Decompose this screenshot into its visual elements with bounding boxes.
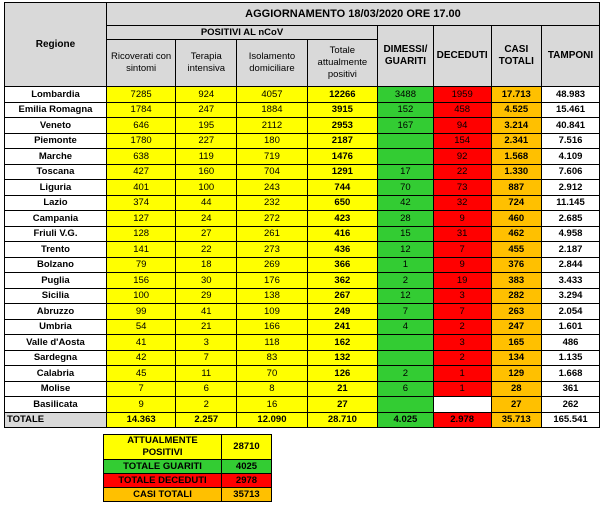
- cell-deceduti: 31: [433, 226, 491, 242]
- cell-terapia: 24: [176, 211, 237, 227]
- cell-deceduti: 1: [433, 381, 491, 397]
- cell-casi: 165: [491, 335, 541, 351]
- cell-isolamento: 70: [237, 366, 307, 382]
- cell-totale: 3915: [307, 102, 377, 118]
- cell-terapia: 3: [176, 335, 237, 351]
- cell-tamponi: 48.983: [542, 87, 600, 103]
- region-name: Abruzzo: [5, 304, 107, 320]
- header-totale-positivi: Totale attualmente positivi: [307, 40, 377, 87]
- region-name: Friuli V.G.: [5, 226, 107, 242]
- cell-isolamento: 704: [237, 164, 307, 180]
- cell-isolamento: 4057: [237, 87, 307, 103]
- cell-terapia: 119: [176, 149, 237, 165]
- cell-dimessi: [378, 133, 434, 149]
- cell-deceduti: 154: [433, 133, 491, 149]
- covid-data-table: [4, 2, 600, 428]
- cell-terapia: 247: [176, 102, 237, 118]
- region-name: Molise: [5, 381, 107, 397]
- cell-dimessi: 15: [378, 226, 434, 242]
- table-row: [5, 211, 600, 227]
- cell-totale: 416: [307, 226, 377, 242]
- cell-terapia: 44: [176, 195, 237, 211]
- table-row: [5, 164, 600, 180]
- cell-totale: 2953: [307, 118, 377, 134]
- cell-casi: 129: [491, 366, 541, 382]
- cell-ricoverati: 42: [106, 350, 175, 366]
- cell-isolamento: 8: [237, 381, 307, 397]
- summary-label: CASI TOTALI: [104, 488, 222, 502]
- cell-totale: 162: [307, 335, 377, 351]
- cell-casi: 462: [491, 226, 541, 242]
- cell-terapia: 924: [176, 87, 237, 103]
- table-row: [5, 149, 600, 165]
- cell-isolamento: 272: [237, 211, 307, 227]
- total-dimessi: 4.025: [378, 412, 434, 428]
- cell-totale: 423: [307, 211, 377, 227]
- cell-casi: 2.341: [491, 133, 541, 149]
- cell-tamponi: 15.461: [542, 102, 600, 118]
- cell-tamponi: 40.841: [542, 118, 600, 134]
- cell-isolamento: 243: [237, 180, 307, 196]
- cell-ricoverati: 646: [106, 118, 175, 134]
- cell-ricoverati: 128: [106, 226, 175, 242]
- cell-dimessi: 3488: [378, 87, 434, 103]
- cell-totale: 366: [307, 257, 377, 273]
- cell-tamponi: 2.844: [542, 257, 600, 273]
- cell-deceduti: 2: [433, 350, 491, 366]
- table-row: [5, 288, 600, 304]
- cell-ricoverati: 156: [106, 273, 175, 289]
- cell-dimessi: 152: [378, 102, 434, 118]
- region-name: Veneto: [5, 118, 107, 134]
- region-name: Umbria: [5, 319, 107, 335]
- summary-row: [104, 488, 272, 502]
- cell-dimessi: [378, 335, 434, 351]
- cell-totale: 744: [307, 180, 377, 196]
- total-label: TOTALE: [5, 412, 107, 428]
- cell-casi: 4.525: [491, 102, 541, 118]
- region-name: Campania: [5, 211, 107, 227]
- cell-deceduti: 9: [433, 211, 491, 227]
- cell-deceduti: [433, 397, 491, 413]
- cell-tamponi: 7.606: [542, 164, 600, 180]
- cell-isolamento: 2112: [237, 118, 307, 134]
- region-name: Basilicata: [5, 397, 107, 413]
- cell-totale: 1476: [307, 149, 377, 165]
- cell-deceduti: 2: [433, 319, 491, 335]
- cell-dimessi: 28: [378, 211, 434, 227]
- cell-casi: 28: [491, 381, 541, 397]
- region-name: Puglia: [5, 273, 107, 289]
- cell-deceduti: 458: [433, 102, 491, 118]
- cell-casi: 263: [491, 304, 541, 320]
- cell-totale: 241: [307, 319, 377, 335]
- table-row: [5, 381, 600, 397]
- cell-tamponi: 3.433: [542, 273, 600, 289]
- table-row: [5, 118, 600, 134]
- cell-dimessi: 4: [378, 319, 434, 335]
- region-name: Liguria: [5, 180, 107, 196]
- cell-totale: 249: [307, 304, 377, 320]
- summary-label: TOTALE GUARITI: [104, 460, 222, 474]
- cell-isolamento: 719: [237, 149, 307, 165]
- table-row: [5, 397, 600, 413]
- cell-ricoverati: 1784: [106, 102, 175, 118]
- cell-dimessi: 7: [378, 304, 434, 320]
- cell-casi: 376: [491, 257, 541, 273]
- header-casi-totali: CASI TOTALI: [491, 26, 541, 87]
- cell-casi: 724: [491, 195, 541, 211]
- header-dimessi: DIMESSI/ GUARITI: [378, 26, 434, 87]
- region-name: Bolzano: [5, 257, 107, 273]
- cell-terapia: 30: [176, 273, 237, 289]
- cell-isolamento: 1884: [237, 102, 307, 118]
- page-title: AGGIORNAMENTO 18/03/2020 ORE 17.00: [106, 3, 599, 26]
- cell-tamponi: 3.294: [542, 288, 600, 304]
- cell-tamponi: 2.054: [542, 304, 600, 320]
- cell-isolamento: 273: [237, 242, 307, 258]
- region-name: Calabria: [5, 366, 107, 382]
- cell-deceduti: 32: [433, 195, 491, 211]
- region-name: Piemonte: [5, 133, 107, 149]
- cell-tamponi: 262: [542, 397, 600, 413]
- region-name: Valle d'Aosta: [5, 335, 107, 351]
- table-row: [5, 180, 600, 196]
- cell-casi: 455: [491, 242, 541, 258]
- cell-isolamento: 261: [237, 226, 307, 242]
- total-totale: 28.710: [307, 412, 377, 428]
- cell-dimessi: [378, 149, 434, 165]
- cell-ricoverati: 54: [106, 319, 175, 335]
- cell-casi: 3.214: [491, 118, 541, 134]
- header-ricoverati: Ricoverati con sintomi: [106, 40, 175, 87]
- cell-terapia: 11: [176, 366, 237, 382]
- cell-tamponi: 2.912: [542, 180, 600, 196]
- cell-totale: 12266: [307, 87, 377, 103]
- region-name: Toscana: [5, 164, 107, 180]
- cell-casi: 27: [491, 397, 541, 413]
- cell-tamponi: 361: [542, 381, 600, 397]
- cell-terapia: 22: [176, 242, 237, 258]
- cell-isolamento: 166: [237, 319, 307, 335]
- cell-isolamento: 176: [237, 273, 307, 289]
- total-isolamento: 12.090: [237, 412, 307, 428]
- cell-dimessi: [378, 397, 434, 413]
- cell-casi: 1.330: [491, 164, 541, 180]
- table-row: [5, 273, 600, 289]
- region-name: Sicilia: [5, 288, 107, 304]
- cell-totale: 126: [307, 366, 377, 382]
- cell-terapia: 27: [176, 226, 237, 242]
- summary-row: [104, 435, 272, 460]
- cell-terapia: 2: [176, 397, 237, 413]
- cell-dimessi: [378, 350, 434, 366]
- region-name: Emilia Romagna: [5, 102, 107, 118]
- cell-terapia: 18: [176, 257, 237, 273]
- summary-label: TOTALE DECEDUTI: [104, 474, 222, 488]
- table-row: [5, 350, 600, 366]
- table-row: [5, 257, 600, 273]
- total-deceduti: 2.978: [433, 412, 491, 428]
- cell-tamponi: 7.516: [542, 133, 600, 149]
- header-terapia: Terapia intensiva: [176, 40, 237, 87]
- cell-tamponi: 11.145: [542, 195, 600, 211]
- cell-deceduti: 22: [433, 164, 491, 180]
- region-name: Lombardia: [5, 87, 107, 103]
- cell-terapia: 227: [176, 133, 237, 149]
- summary-table: [103, 434, 272, 502]
- cell-ricoverati: 7: [106, 381, 175, 397]
- cell-dimessi: 12: [378, 242, 434, 258]
- cell-deceduti: 7: [433, 304, 491, 320]
- cell-isolamento: 109: [237, 304, 307, 320]
- cell-ricoverati: 1780: [106, 133, 175, 149]
- cell-dimessi: 2: [378, 366, 434, 382]
- cell-tamponi: 4.109: [542, 149, 600, 165]
- cell-ricoverati: 401: [106, 180, 175, 196]
- region-name: Lazio: [5, 195, 107, 211]
- total-terapia: 2.257: [176, 412, 237, 428]
- cell-casi: 17.713: [491, 87, 541, 103]
- header-deceduti: DECEDUTI: [433, 26, 491, 87]
- cell-terapia: 7: [176, 350, 237, 366]
- cell-isolamento: 16: [237, 397, 307, 413]
- cell-ricoverati: 41: [106, 335, 175, 351]
- cell-terapia: 100: [176, 180, 237, 196]
- cell-ricoverati: 141: [106, 242, 175, 258]
- cell-deceduti: 3: [433, 335, 491, 351]
- cell-terapia: 195: [176, 118, 237, 134]
- cell-isolamento: 269: [237, 257, 307, 273]
- header-positivi-group: POSITIVI AL nCoV: [106, 26, 377, 40]
- cell-ricoverati: 127: [106, 211, 175, 227]
- cell-casi: 460: [491, 211, 541, 227]
- cell-ricoverati: 99: [106, 304, 175, 320]
- cell-ricoverati: 638: [106, 149, 175, 165]
- cell-deceduti: 94: [433, 118, 491, 134]
- cell-dimessi: 6: [378, 381, 434, 397]
- cell-tamponi: 1.601: [542, 319, 600, 335]
- header-tamponi: TAMPONI: [542, 26, 600, 87]
- cell-casi: 247: [491, 319, 541, 335]
- cell-totale: 2187: [307, 133, 377, 149]
- cell-terapia: 41: [176, 304, 237, 320]
- cell-tamponi: 1.668: [542, 366, 600, 382]
- cell-casi: 134: [491, 350, 541, 366]
- cell-dimessi: 70: [378, 180, 434, 196]
- cell-deceduti: 1: [433, 366, 491, 382]
- table-row: [5, 102, 600, 118]
- summary-value: 28710: [222, 435, 272, 460]
- cell-tamponi: 2.187: [542, 242, 600, 258]
- header-regione: Regione: [5, 3, 107, 87]
- summary-value: 35713: [222, 488, 272, 502]
- cell-deceduti: 9: [433, 257, 491, 273]
- table-row: [5, 335, 600, 351]
- cell-isolamento: 83: [237, 350, 307, 366]
- summary-label: ATTUALMENTE POSITIVI: [104, 435, 222, 460]
- cell-ricoverati: 427: [106, 164, 175, 180]
- total-ricoverati: 14.363: [106, 412, 175, 428]
- cell-deceduti: 73: [433, 180, 491, 196]
- cell-casi: 887: [491, 180, 541, 196]
- table-row: [5, 242, 600, 258]
- cell-isolamento: 232: [237, 195, 307, 211]
- total-tamponi: 165.541: [542, 412, 600, 428]
- cell-dimessi: 167: [378, 118, 434, 134]
- cell-terapia: 21: [176, 319, 237, 335]
- table-row: [5, 226, 600, 242]
- table-row: [5, 319, 600, 335]
- cell-deceduti: 1959: [433, 87, 491, 103]
- cell-totale: 362: [307, 273, 377, 289]
- cell-totale: 436: [307, 242, 377, 258]
- cell-tamponi: 486: [542, 335, 600, 351]
- cell-totale: 267: [307, 288, 377, 304]
- region-name: Trento: [5, 242, 107, 258]
- cell-deceduti: 19: [433, 273, 491, 289]
- cell-tamponi: 2.685: [542, 211, 600, 227]
- table-row: [5, 304, 600, 320]
- cell-tamponi: 4.958: [542, 226, 600, 242]
- cell-totale: 27: [307, 397, 377, 413]
- cell-ricoverati: 100: [106, 288, 175, 304]
- cell-deceduti: 7: [433, 242, 491, 258]
- header-isolamento: Isolamento domiciliare: [237, 40, 307, 87]
- summary-value: 4025: [222, 460, 272, 474]
- cell-ricoverati: 45: [106, 366, 175, 382]
- cell-casi: 1.568: [491, 149, 541, 165]
- cell-ricoverati: 9: [106, 397, 175, 413]
- cell-dimessi: 12: [378, 288, 434, 304]
- cell-terapia: 6: [176, 381, 237, 397]
- cell-tamponi: 1.135: [542, 350, 600, 366]
- summary-value: 2978: [222, 474, 272, 488]
- cell-terapia: 29: [176, 288, 237, 304]
- cell-isolamento: 138: [237, 288, 307, 304]
- total-row: [5, 412, 600, 428]
- cell-dimessi: 17: [378, 164, 434, 180]
- cell-deceduti: 92: [433, 149, 491, 165]
- cell-totale: 1291: [307, 164, 377, 180]
- cell-totale: 21: [307, 381, 377, 397]
- cell-dimessi: 1: [378, 257, 434, 273]
- summary-row: [104, 460, 272, 474]
- summary-row: [104, 474, 272, 488]
- cell-dimessi: 2: [378, 273, 434, 289]
- table-row: [5, 133, 600, 149]
- cell-totale: 132: [307, 350, 377, 366]
- table-row: [5, 87, 600, 103]
- cell-casi: 383: [491, 273, 541, 289]
- cell-dimessi: 42: [378, 195, 434, 211]
- table-row: [5, 366, 600, 382]
- table-row: [5, 195, 600, 211]
- total-casi: 35.713: [491, 412, 541, 428]
- cell-casi: 282: [491, 288, 541, 304]
- cell-ricoverati: 7285: [106, 87, 175, 103]
- cell-terapia: 160: [176, 164, 237, 180]
- region-name: Sardegna: [5, 350, 107, 366]
- region-name: Marche: [5, 149, 107, 165]
- cell-totale: 650: [307, 195, 377, 211]
- cell-isolamento: 180: [237, 133, 307, 149]
- cell-ricoverati: 374: [106, 195, 175, 211]
- cell-deceduti: 3: [433, 288, 491, 304]
- cell-ricoverati: 79: [106, 257, 175, 273]
- cell-isolamento: 118: [237, 335, 307, 351]
